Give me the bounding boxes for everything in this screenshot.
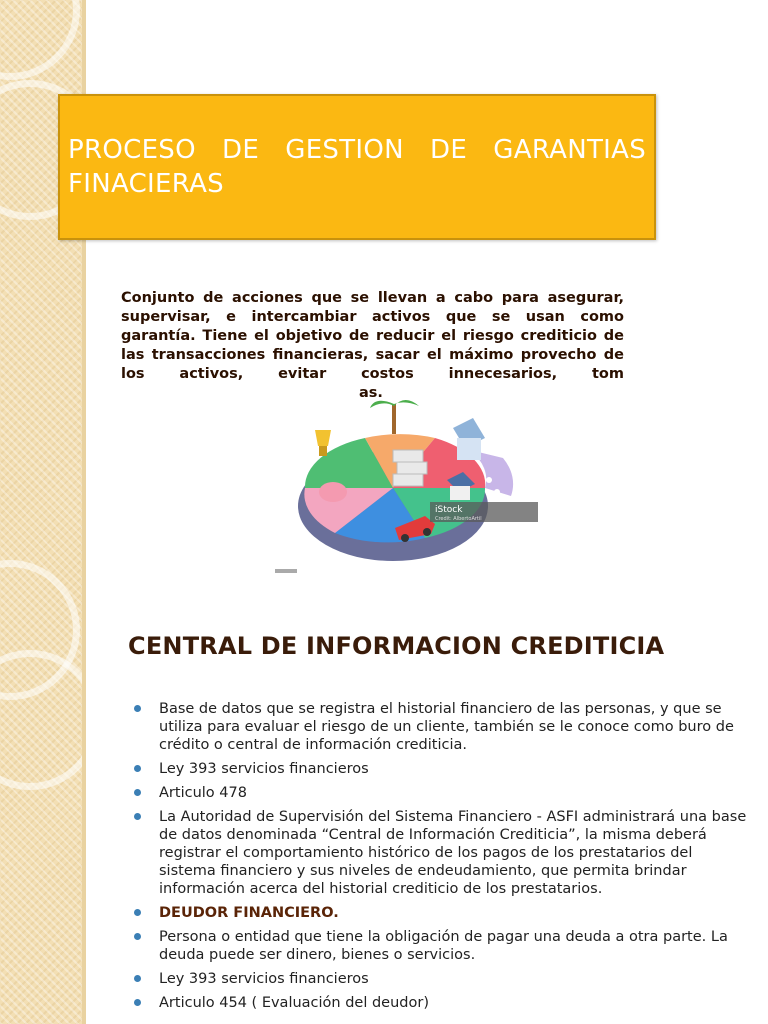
list-item bbox=[132, 808, 748, 898]
bullet-dot-icon bbox=[134, 789, 141, 796]
list-item-text: Persona o entidad que tiene la obligación de pagar una deuda a otra parte. La deuda puede ser dinero, bienes o servicios. bbox=[159, 929, 728, 963]
bullet-dot-icon bbox=[134, 909, 141, 916]
list-item-text: Ley 393 servicios financieros bbox=[159, 971, 369, 987]
house-body bbox=[457, 438, 481, 460]
money-stack bbox=[393, 474, 423, 486]
definition-paragraph bbox=[121, 289, 624, 403]
watermark-text: iStock bbox=[435, 505, 463, 515]
bullet-dot-icon bbox=[134, 933, 141, 940]
percent-dot bbox=[494, 489, 500, 495]
money-stack bbox=[393, 450, 423, 462]
bullet-dot-icon bbox=[134, 705, 141, 712]
decorative-ring bbox=[0, 650, 86, 790]
list-item-text: Articulo 454 ( Evaluación del deudor) bbox=[159, 995, 429, 1011]
asset-illustration bbox=[275, 388, 545, 578]
bullet-list bbox=[132, 700, 748, 1018]
small-house-body bbox=[450, 486, 470, 500]
list-item-text: DEUDOR FINANCIERO. bbox=[159, 905, 339, 921]
list-item bbox=[132, 904, 748, 922]
asset-pie-illustration bbox=[275, 388, 545, 578]
bullet-dot-icon bbox=[134, 999, 141, 1006]
list-item bbox=[132, 760, 748, 778]
list-item-text: Ley 393 servicios financieros bbox=[159, 761, 369, 777]
money-stack bbox=[397, 462, 427, 474]
percent-dot bbox=[486, 477, 492, 483]
list-item bbox=[132, 700, 748, 754]
car-wheel bbox=[401, 534, 409, 542]
palm-trunk bbox=[392, 404, 396, 434]
list-item-text: Base de datos que se registra el historial financiero de las personas, y que se utiliza para evaluar el riesgo de un cliente, también se le conoce como buro de crédito o central de información crediticia. bbox=[159, 701, 734, 753]
list-item bbox=[132, 784, 748, 802]
bullet-dot-icon bbox=[134, 975, 141, 982]
list-item-text: La Autoridad de Supervisión del Sistema Financiero - ASFI administrará una base de datos denominada “Central de Información Crediticia”, la misma deberá registrar el comportamiento histórico de los pagos de los prestatarios del sistema financiero y sus niveles de endeudamiento, que permita brindar información acerca del historial crediticio de los prestatarios. bbox=[159, 809, 747, 897]
car-wheel bbox=[423, 528, 431, 536]
bullet-dot-icon bbox=[134, 813, 141, 820]
bullet-dot-icon bbox=[134, 765, 141, 772]
definition-text: Conjunto de acciones que se llevan a cabo para asegurar, supervisar, e intercambiar activos que se usan como garantía. Tiene el objetivo de reducir el riesgo crediticio de las transacciones financieras, sacar el máximo provecho de los activos, evitar costos innecesarios, tom bbox=[121, 290, 624, 382]
page-title: PROCESO DE GESTION DE GARANTIAS FINACIERAS bbox=[68, 135, 646, 199]
list-item bbox=[132, 970, 748, 988]
piggy-bank bbox=[319, 482, 347, 502]
list-item bbox=[132, 994, 748, 1012]
title-banner bbox=[58, 94, 656, 240]
trophy-base bbox=[319, 446, 327, 456]
trophy-cup bbox=[315, 430, 331, 446]
decorative-ring bbox=[0, 0, 80, 80]
watermark-credit: Credit: AlbertoArtil bbox=[435, 516, 482, 522]
list-item-text: Articulo 478 bbox=[159, 785, 247, 801]
list-item bbox=[132, 928, 748, 964]
image-handle bbox=[275, 569, 297, 573]
definition-tail: as. bbox=[359, 385, 383, 401]
section-heading: CENTRAL DE INFORMACION CREDITICIA bbox=[128, 632, 665, 660]
